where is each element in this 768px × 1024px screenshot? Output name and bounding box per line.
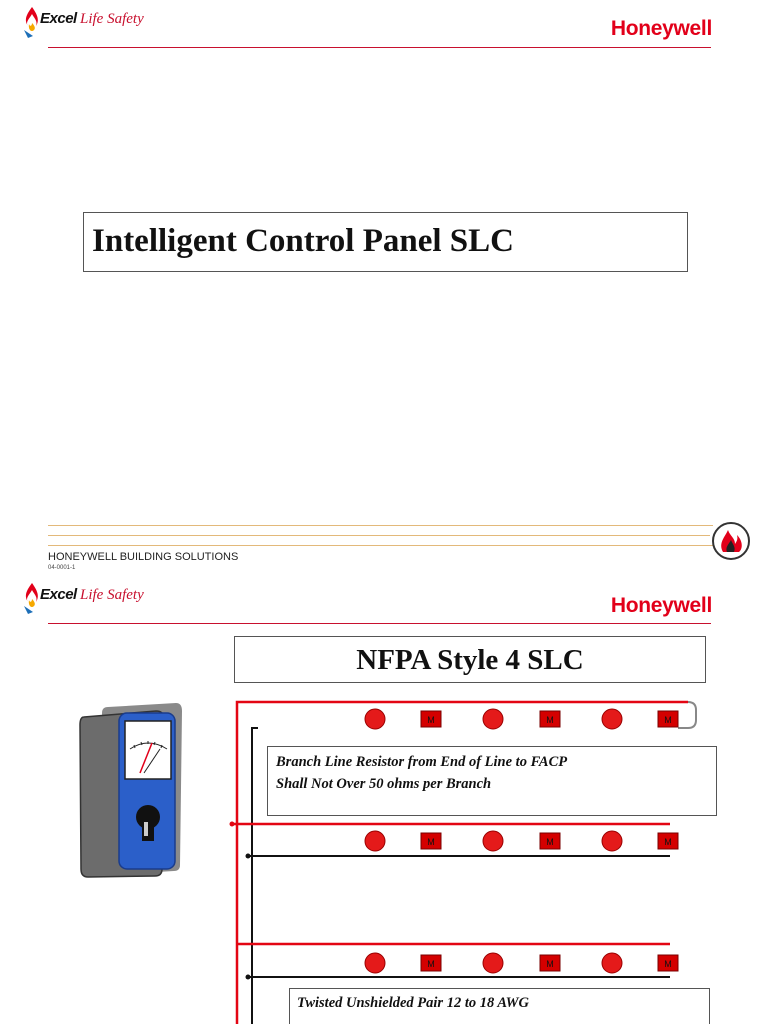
excel-logo-wordmark: Excel: [40, 10, 77, 27]
slide-2: [0, 576, 768, 1024]
detector-icon: [365, 709, 385, 729]
detector-icon: [483, 831, 503, 851]
excel-logo-suffix: Life Safety: [80, 587, 144, 603]
header-rule: [48, 623, 711, 624]
module-label: M: [664, 837, 672, 847]
wire-spec-line-1: Twisted Unshielded Pair 12 to 18 AWG: [297, 995, 530, 1011]
honeywell-logo: Honeywell: [610, 17, 712, 40]
detector-icon: [602, 831, 622, 851]
note-line-2: Shall Not Over 50 ohms per Branch: [276, 776, 492, 792]
detector-icon: [483, 709, 503, 729]
footer-line-2: [48, 535, 710, 536]
detector-icon: [602, 709, 622, 729]
footer-line-3: [48, 545, 713, 546]
module-label: M: [664, 715, 672, 725]
branch-1-end-loop: [678, 702, 696, 728]
honeywell-logo: Honeywell: [610, 594, 712, 617]
branch-resistor-note: [267, 746, 717, 816]
module-label: M: [664, 959, 672, 969]
slide-title: NFPA Style 4 SLC: [356, 644, 584, 676]
module-label: M: [546, 837, 554, 847]
excel-life-safety-logo: [22, 4, 172, 38]
module-label: M: [546, 959, 554, 969]
wire-spec-note: [289, 988, 710, 1024]
slide-title: Intelligent Control Panel SLC: [92, 223, 514, 259]
multimeter-icon: [78, 699, 184, 879]
excel-flame-icon: [22, 582, 42, 614]
header-rule: [48, 47, 711, 48]
branch-3-devices: [365, 953, 678, 973]
fire-badge-icon: [711, 521, 751, 561]
footer-line-1: [48, 525, 713, 526]
footer-company: HONEYWELL BUILDING SOLUTIONS: [48, 551, 239, 563]
module-label: M: [427, 959, 435, 969]
branch-2-devices: [365, 831, 678, 851]
title-box: [234, 636, 706, 683]
excel-flame-icon: [22, 6, 42, 38]
detector-icon: [365, 831, 385, 851]
note-line-1: Branch Line Resistor from End of Line to FACP: [276, 754, 568, 770]
slc-wiring-diagram: [228, 692, 700, 1024]
excel-logo-suffix: Life Safety: [80, 11, 144, 27]
panel-black-wire: [252, 728, 258, 1024]
module-label: M: [427, 715, 435, 725]
module-label: M: [546, 715, 554, 725]
excel-life-safety-logo: [22, 580, 172, 614]
detector-icon: [365, 953, 385, 973]
title-box: [83, 212, 688, 272]
footer-code: 04-0001-1: [48, 565, 76, 571]
detector-icon: [483, 953, 503, 973]
branch-1-devices: [365, 709, 678, 729]
excel-logo-wordmark: Excel: [40, 586, 77, 603]
detector-icon: [602, 953, 622, 973]
module-label: M: [427, 837, 435, 847]
